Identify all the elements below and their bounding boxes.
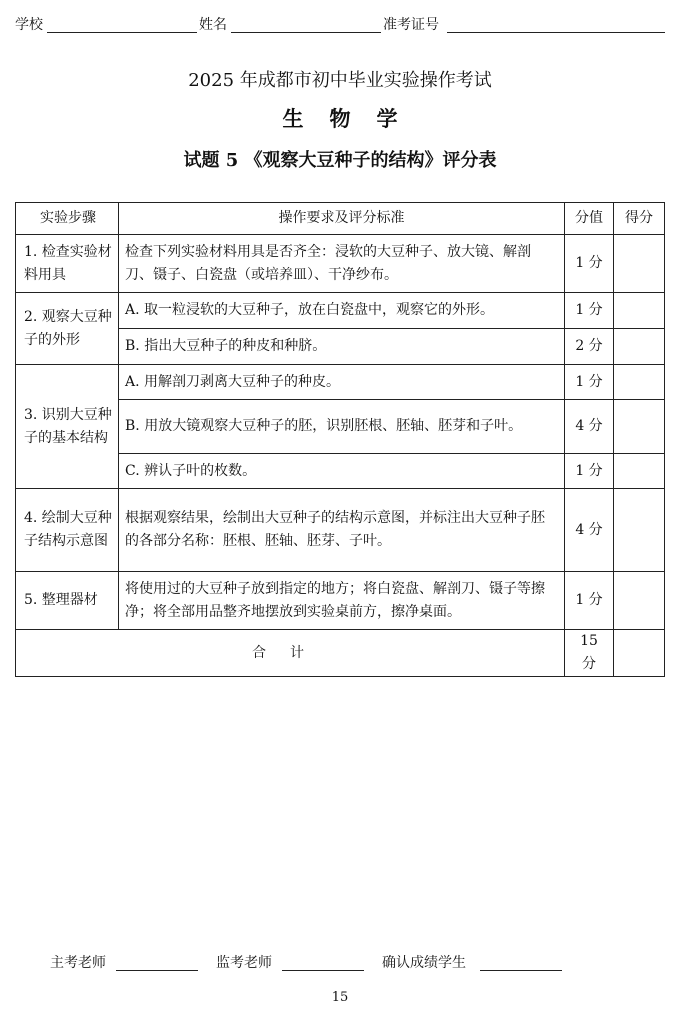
proctor-label: 监考老师 [216,955,272,971]
school-blank[interactable] [47,12,197,33]
page-number: 15 [331,990,349,1005]
confirm-blank[interactable] [480,950,562,971]
proctor-blank[interactable] [282,950,364,971]
got-cell[interactable] [614,293,665,329]
got-cell[interactable] [614,454,665,489]
exam-id-blank[interactable] [447,12,665,33]
got-cell[interactable] [614,489,665,572]
requirement-cell: B. 指出大豆种子的种皮和种脐。 [119,329,565,365]
requirement-cell: A. 取一粒浸软的大豆种子，放在白瓷盘中，观察它的外形。 [119,293,565,329]
table-row [16,572,665,630]
got-cell[interactable] [614,235,665,293]
table-header-row [16,203,665,235]
score-cell: 1 分 [565,365,614,400]
score-cell: 1 分 [565,454,614,489]
header-requirement: 操作要求及评分标准 [119,203,565,235]
requirement-cell: 根据观察结果，绘制出大豆种子的结构示意图，并标注出大豆种子胚的各部分名称：胚根、胚轴、胚芽、子叶。 [119,489,565,572]
got-cell[interactable] [614,329,665,365]
score-cell: 1 分 [565,235,614,293]
total-label: 合计 [16,630,565,677]
total-row [16,630,665,677]
header-step: 实验步骤 [16,203,119,235]
requirement-cell: 将使用过的大豆种子放到指定的地方；将白瓷盘、解剖刀、镊子等擦净；将全部用品整齐地摆放到实验桌前方，擦净桌面。 [119,572,565,630]
step-cell: 5. 整理器材 [16,572,119,630]
school-label: 学校 [15,17,43,33]
subject-title: 生物学 [282,106,424,131]
requirement-cell: A. 用解剖刀剥离大豆种子的种皮。 [119,365,565,400]
exam-title: 2025 年成都市初中毕业实验操作考试 [188,70,492,91]
examiner-blank[interactable] [116,950,198,971]
total-score: 15 分 [565,630,614,677]
got-cell[interactable] [614,572,665,630]
signature-line [50,950,610,974]
exam-id-label: 准考证号 [383,17,439,33]
step-cell: 3. 识别大豆种子的基本结构 [16,365,119,489]
confirm-label: 确认成绩学生 [382,955,466,971]
name-label: 姓名 [199,17,227,33]
table-row [16,365,665,400]
got-cell[interactable] [614,365,665,400]
score-cell: 1 分 [565,293,614,329]
header-score: 分值 [565,203,614,235]
requirement-cell: C. 辨认子叶的枚数。 [119,454,565,489]
score-cell: 4 分 [565,489,614,572]
got-cell[interactable] [614,400,665,454]
score-cell: 1 分 [565,572,614,630]
scoring-table [15,202,665,677]
table-row [16,235,665,293]
table-row [16,293,665,329]
table-row [16,489,665,572]
header-got: 得分 [614,203,665,235]
name-blank[interactable] [231,12,381,33]
score-cell: 4 分 [565,400,614,454]
step-cell: 4. 绘制大豆种子结构示意图 [16,489,119,572]
score-cell: 2 分 [565,329,614,365]
requirement-cell: B. 用放大镜观察大豆种子的胚，识别胚根、胚轴、胚芽和子叶。 [119,400,565,454]
step-cell: 2. 观察大豆种子的外形 [16,293,119,365]
step-cell: 1. 检查实验材料用具 [16,235,119,293]
total-got-cell[interactable] [614,630,665,677]
requirement-cell: 检查下列实验材料用具是否齐全：浸软的大豆种子、放大镜、解剖刀、镊子、白瓷盘（或培养皿）、干净纱布。 [119,235,565,293]
examiner-label: 主考老师 [50,955,106,971]
test-title: 试题 5 《观察大豆种子的结构》评分表 [183,150,497,171]
student-info-line [15,12,665,36]
